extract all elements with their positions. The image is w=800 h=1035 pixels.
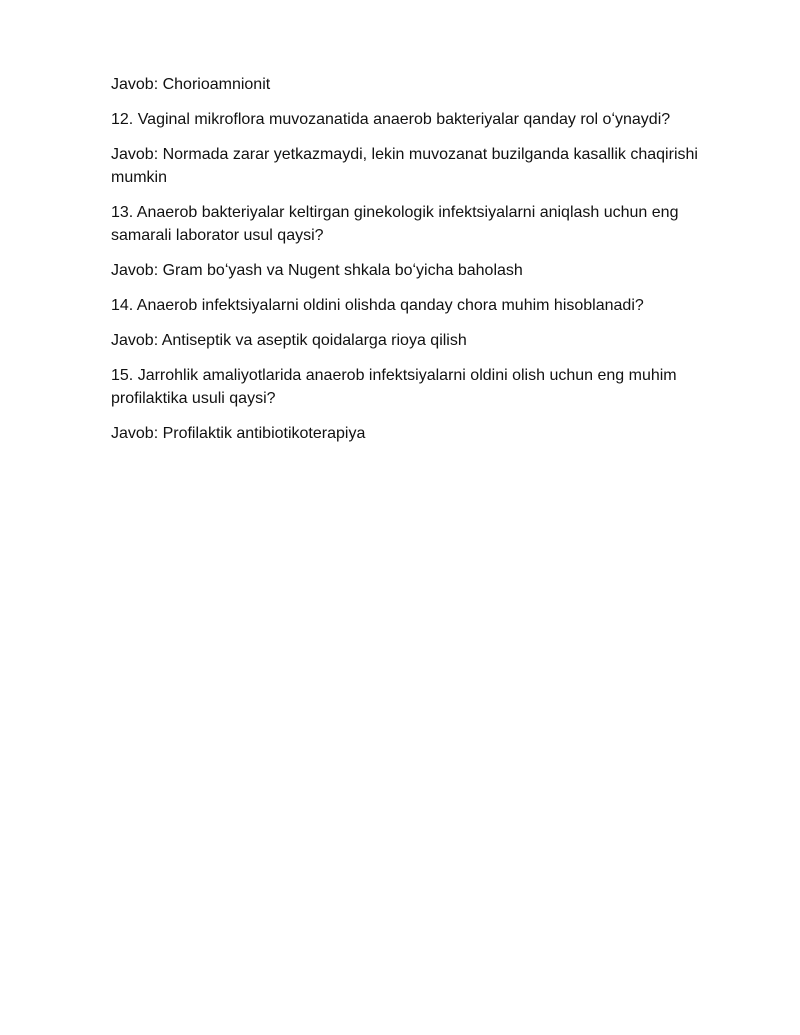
answer-13: Javob: Gram boʻyash va Nugent shkala boʻyicha baholash — [111, 262, 523, 279]
answer-15: Javob: Profilaktik antibiotikoterapiya — [111, 425, 366, 442]
question-12: 12. Vaginal mikroflora muvozanatida anaerob bakteriyalar qanday rol oʻynaydi? — [111, 111, 671, 128]
question-15: 15. Jarrohlik amaliyotlarida anaerob infektsiyalarni oldini olish uchun eng muhim profilaktika usuli qaysi? — [111, 367, 677, 407]
answer-14: Javob: Antiseptik va aseptik qoidalarga rioya qilish — [111, 332, 467, 349]
answer-12: Javob: Normada zarar yetkazmaydi, lekin muvozanat buzilganda kasallik chaqirishi mumkin — [111, 146, 698, 186]
answer-paragraph: Javob: Chorioamnionit — [111, 76, 271, 93]
document-body — [111, 73, 731, 457]
question-13: 13. Anaerob bakteriyalar keltirgan ginekologik infektsiyalarni aniqlash uchun eng samarali laborator usul qaysi? — [111, 204, 679, 244]
question-14: 14. Anaerob infektsiyalarni oldini olishda qanday chora muhim hisoblanadi? — [111, 297, 644, 314]
